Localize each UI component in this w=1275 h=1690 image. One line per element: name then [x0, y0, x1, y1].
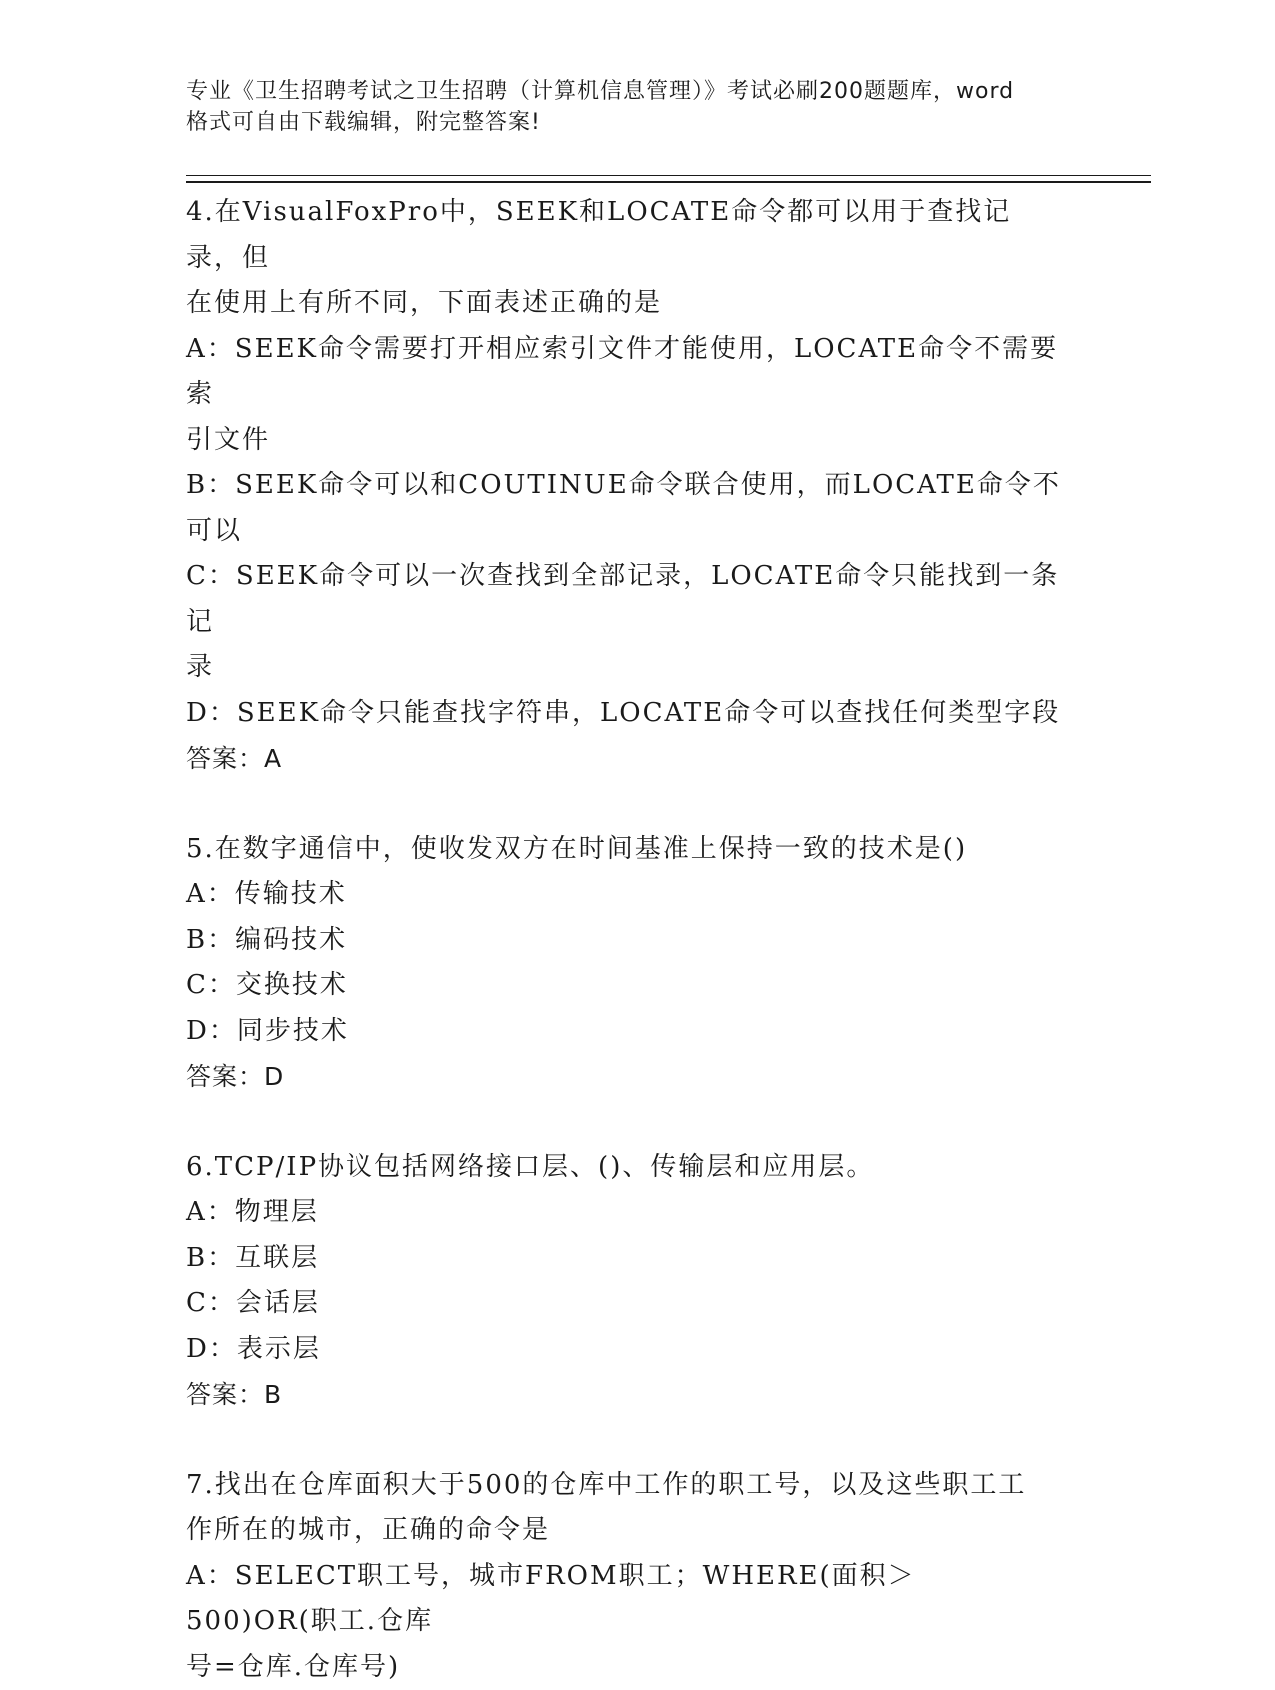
option-d: D：SEEK命令只能查找字符串，LOCATE命令可以查找任何类型字段: [186, 691, 1066, 737]
answer-line: 答案：A: [186, 736, 1066, 782]
option-a-continued: 引文件: [186, 418, 1066, 464]
option-c: C：SEEK命令可以一次查找到全部记录，LOCATE命令只能找到一条记: [186, 554, 1066, 645]
question-block: [186, 827, 1066, 1100]
option-c-continued: 录: [186, 645, 1066, 691]
document-header: [186, 76, 1086, 138]
header-line-2: 格式可自由下载编辑，附完整答案!: [186, 107, 1086, 138]
header-divider-thin: [186, 175, 1151, 176]
question-text: 6.TCP/IP协议包括网络接口层、()、传输层和应用层。: [186, 1145, 1066, 1191]
question-block: [186, 1145, 1066, 1418]
option-a: A：SELECT职工号，城市FROM职工；WHERE(面积＞500)OR(职工.仓库: [186, 1554, 1066, 1645]
option-b: B：SEEK命令可以和COUTINUE命令联合使用，而LOCATE命令不可以: [186, 463, 1066, 554]
option-a: A：物理层: [186, 1190, 1066, 1236]
question-text: 在使用上有所不同，下面表述正确的是: [186, 281, 1066, 327]
option-b: B：互联层: [186, 1236, 1066, 1282]
question-text: 4.在VisualFoxPro中，SEEK和LOCATE命令都可以用于查找记录，但: [186, 190, 1066, 281]
question-block: [186, 190, 1066, 782]
option-b: B：编码技术: [186, 918, 1066, 964]
question-text: 5.在数字通信中，使收发双方在时间基准上保持一致的技术是(): [186, 827, 1066, 873]
option-c: C：会话层: [186, 1281, 1066, 1327]
question-text: 7.找出在仓库面积大于500的仓库中工作的职工号，以及这些职工工: [186, 1463, 1066, 1509]
questions-list: [186, 190, 1066, 1690]
header-divider-thick: [186, 181, 1151, 183]
header-line-1: 专业《卫生招聘考试之卫生招聘（计算机信息管理）》考试必刷200题题库，word: [186, 76, 1086, 107]
question-block: [186, 1463, 1066, 1690]
answer-line: 答案：D: [186, 1054, 1066, 1100]
option-a: A：传输技术: [186, 872, 1066, 918]
option-a-continued: 号=仓库.仓库号): [186, 1645, 1066, 1690]
option-d: D：表示层: [186, 1327, 1066, 1373]
option-a: A：SEEK命令需要打开相应索引文件才能使用，LOCATE命令不需要索: [186, 327, 1066, 418]
option-d: D：同步技术: [186, 1009, 1066, 1055]
answer-line: 答案：B: [186, 1372, 1066, 1418]
question-text: 作所在的城市，正确的命令是: [186, 1508, 1066, 1554]
option-c: C：交换技术: [186, 963, 1066, 1009]
